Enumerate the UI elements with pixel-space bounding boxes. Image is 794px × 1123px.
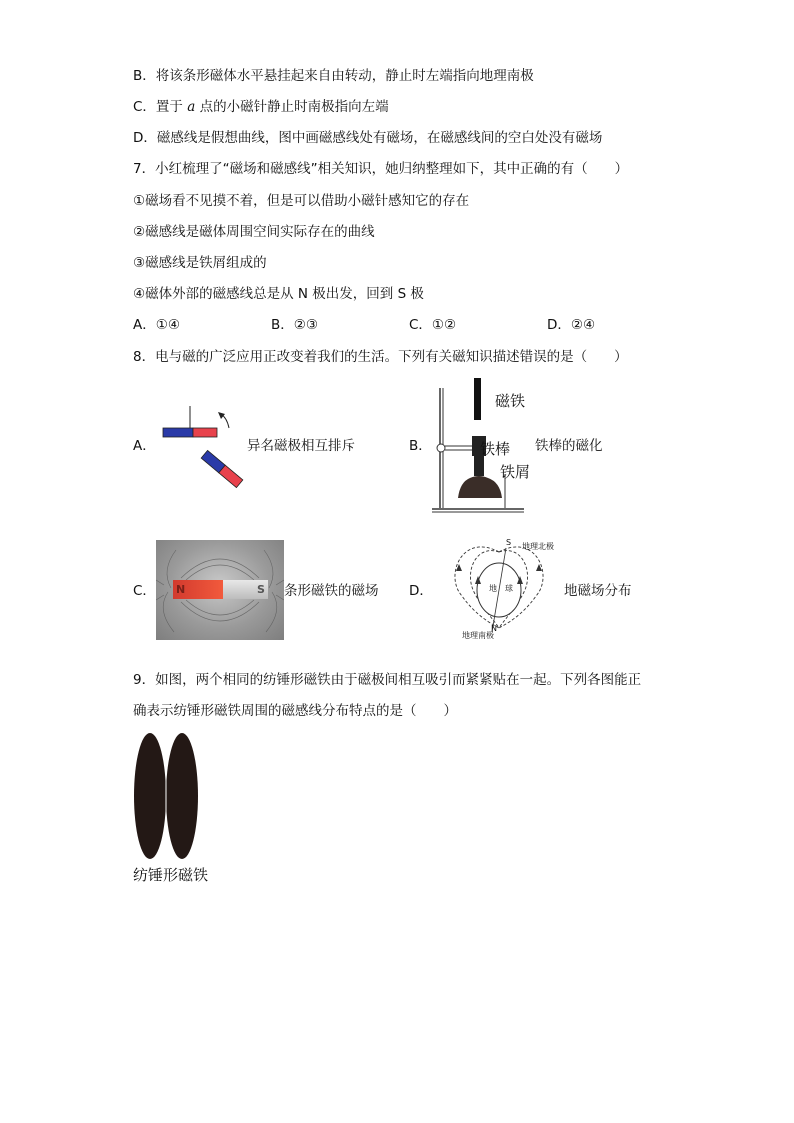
magnet-pole-n-label: N <box>176 583 186 596</box>
q6-option-d: D．磁感线是假想曲线，图中画磁感线处有磁场，在磁感线间的空白处没有磁场 <box>133 130 603 146</box>
q8-option-c-figure <box>156 540 284 640</box>
q8-option-d-label-south: 地理南极 <box>462 631 494 640</box>
spindle-magnet-right <box>166 733 198 859</box>
q8-option-d-caption: 地磁场分布 <box>564 583 632 599</box>
q8-stem: 8．电与磁的广泛应用正改变着我们的生活。下列有关磁知识描述错误的是（ ） <box>133 349 628 365</box>
q6-option-c-post: 点的小磁针静止时南极指向左端 <box>195 99 389 115</box>
q9-stem-line-1: 9．如图，两个相同的纺锤形磁铁由于磁极间相互吸引而紧紧贴在一起。下列各图能正 <box>133 672 642 688</box>
q7-statement-2: ②磁感线是磁体周围空间实际存在的曲线 <box>133 224 375 240</box>
q7-option-d[interactable]: D．②④ <box>547 317 596 333</box>
q7-statement-4: ④磁体外部的磁感线总是从 N 极出发，回到 S 极 <box>133 286 424 302</box>
q9-figure-spindle-magnets <box>132 731 204 861</box>
q8-option-d-label-earth: 地 球 <box>489 584 513 593</box>
q8-option-c-caption: 条形磁铁的磁场 <box>284 583 379 599</box>
q6-option-c-var: a <box>187 99 196 115</box>
q8-option-b-caption: 铁棒的磁化 <box>535 438 603 454</box>
q8-option-b-label-rod: 铁棒 <box>480 440 511 458</box>
q6-option-b: B．将该条形磁体水平悬挂起来自由转动，静止时左端指向地理南极 <box>133 68 534 84</box>
q7-statement-1: ①磁场看不见摸不着，但是可以借助小磁针感知它的存在 <box>133 193 470 209</box>
q8-option-b-label-filings: 铁屑 <box>500 463 531 481</box>
q7-option-c[interactable]: C．①② <box>409 317 457 333</box>
q6-option-c <box>133 98 389 116</box>
q8-option-a-figure <box>155 400 255 500</box>
q7-option-a[interactable]: A．①④ <box>133 317 180 333</box>
q8-option-a-letter[interactable]: A． <box>133 438 156 454</box>
q8-option-b-letter[interactable]: B． <box>409 438 432 454</box>
q8-option-c-letter[interactable]: C． <box>133 583 156 599</box>
q9-stem-line-2: 确表示纺锤形磁铁周围的磁感线分布特点的是（ ） <box>133 703 457 719</box>
q8-option-d-letter[interactable]: D． <box>409 583 433 599</box>
q7-statement-3: ③磁感线是铁屑组成的 <box>133 255 267 271</box>
magnet-pole-s-label: S <box>257 583 265 596</box>
spindle-magnet-left <box>134 733 166 859</box>
q8-option-a-caption: 异名磁极相互排斥 <box>247 438 355 454</box>
q8-option-b-label-magnet: 磁铁 <box>495 392 526 410</box>
q8-option-d-label-north: 地理北极 <box>522 542 554 551</box>
q7-stem: 7．小红梳理了“磁场和磁感线”相关知识，她归纳整理如下，其中正确的有（ ） <box>133 161 629 177</box>
q7-option-b[interactable]: B．②③ <box>271 317 318 333</box>
q9-figure-caption: 纺锤形磁铁 <box>133 866 209 884</box>
q8-option-d-pole-n: N <box>491 624 497 633</box>
q6-option-c-pre: C．置于 <box>133 99 188 115</box>
q8-option-d-pole-s: S <box>506 538 512 547</box>
